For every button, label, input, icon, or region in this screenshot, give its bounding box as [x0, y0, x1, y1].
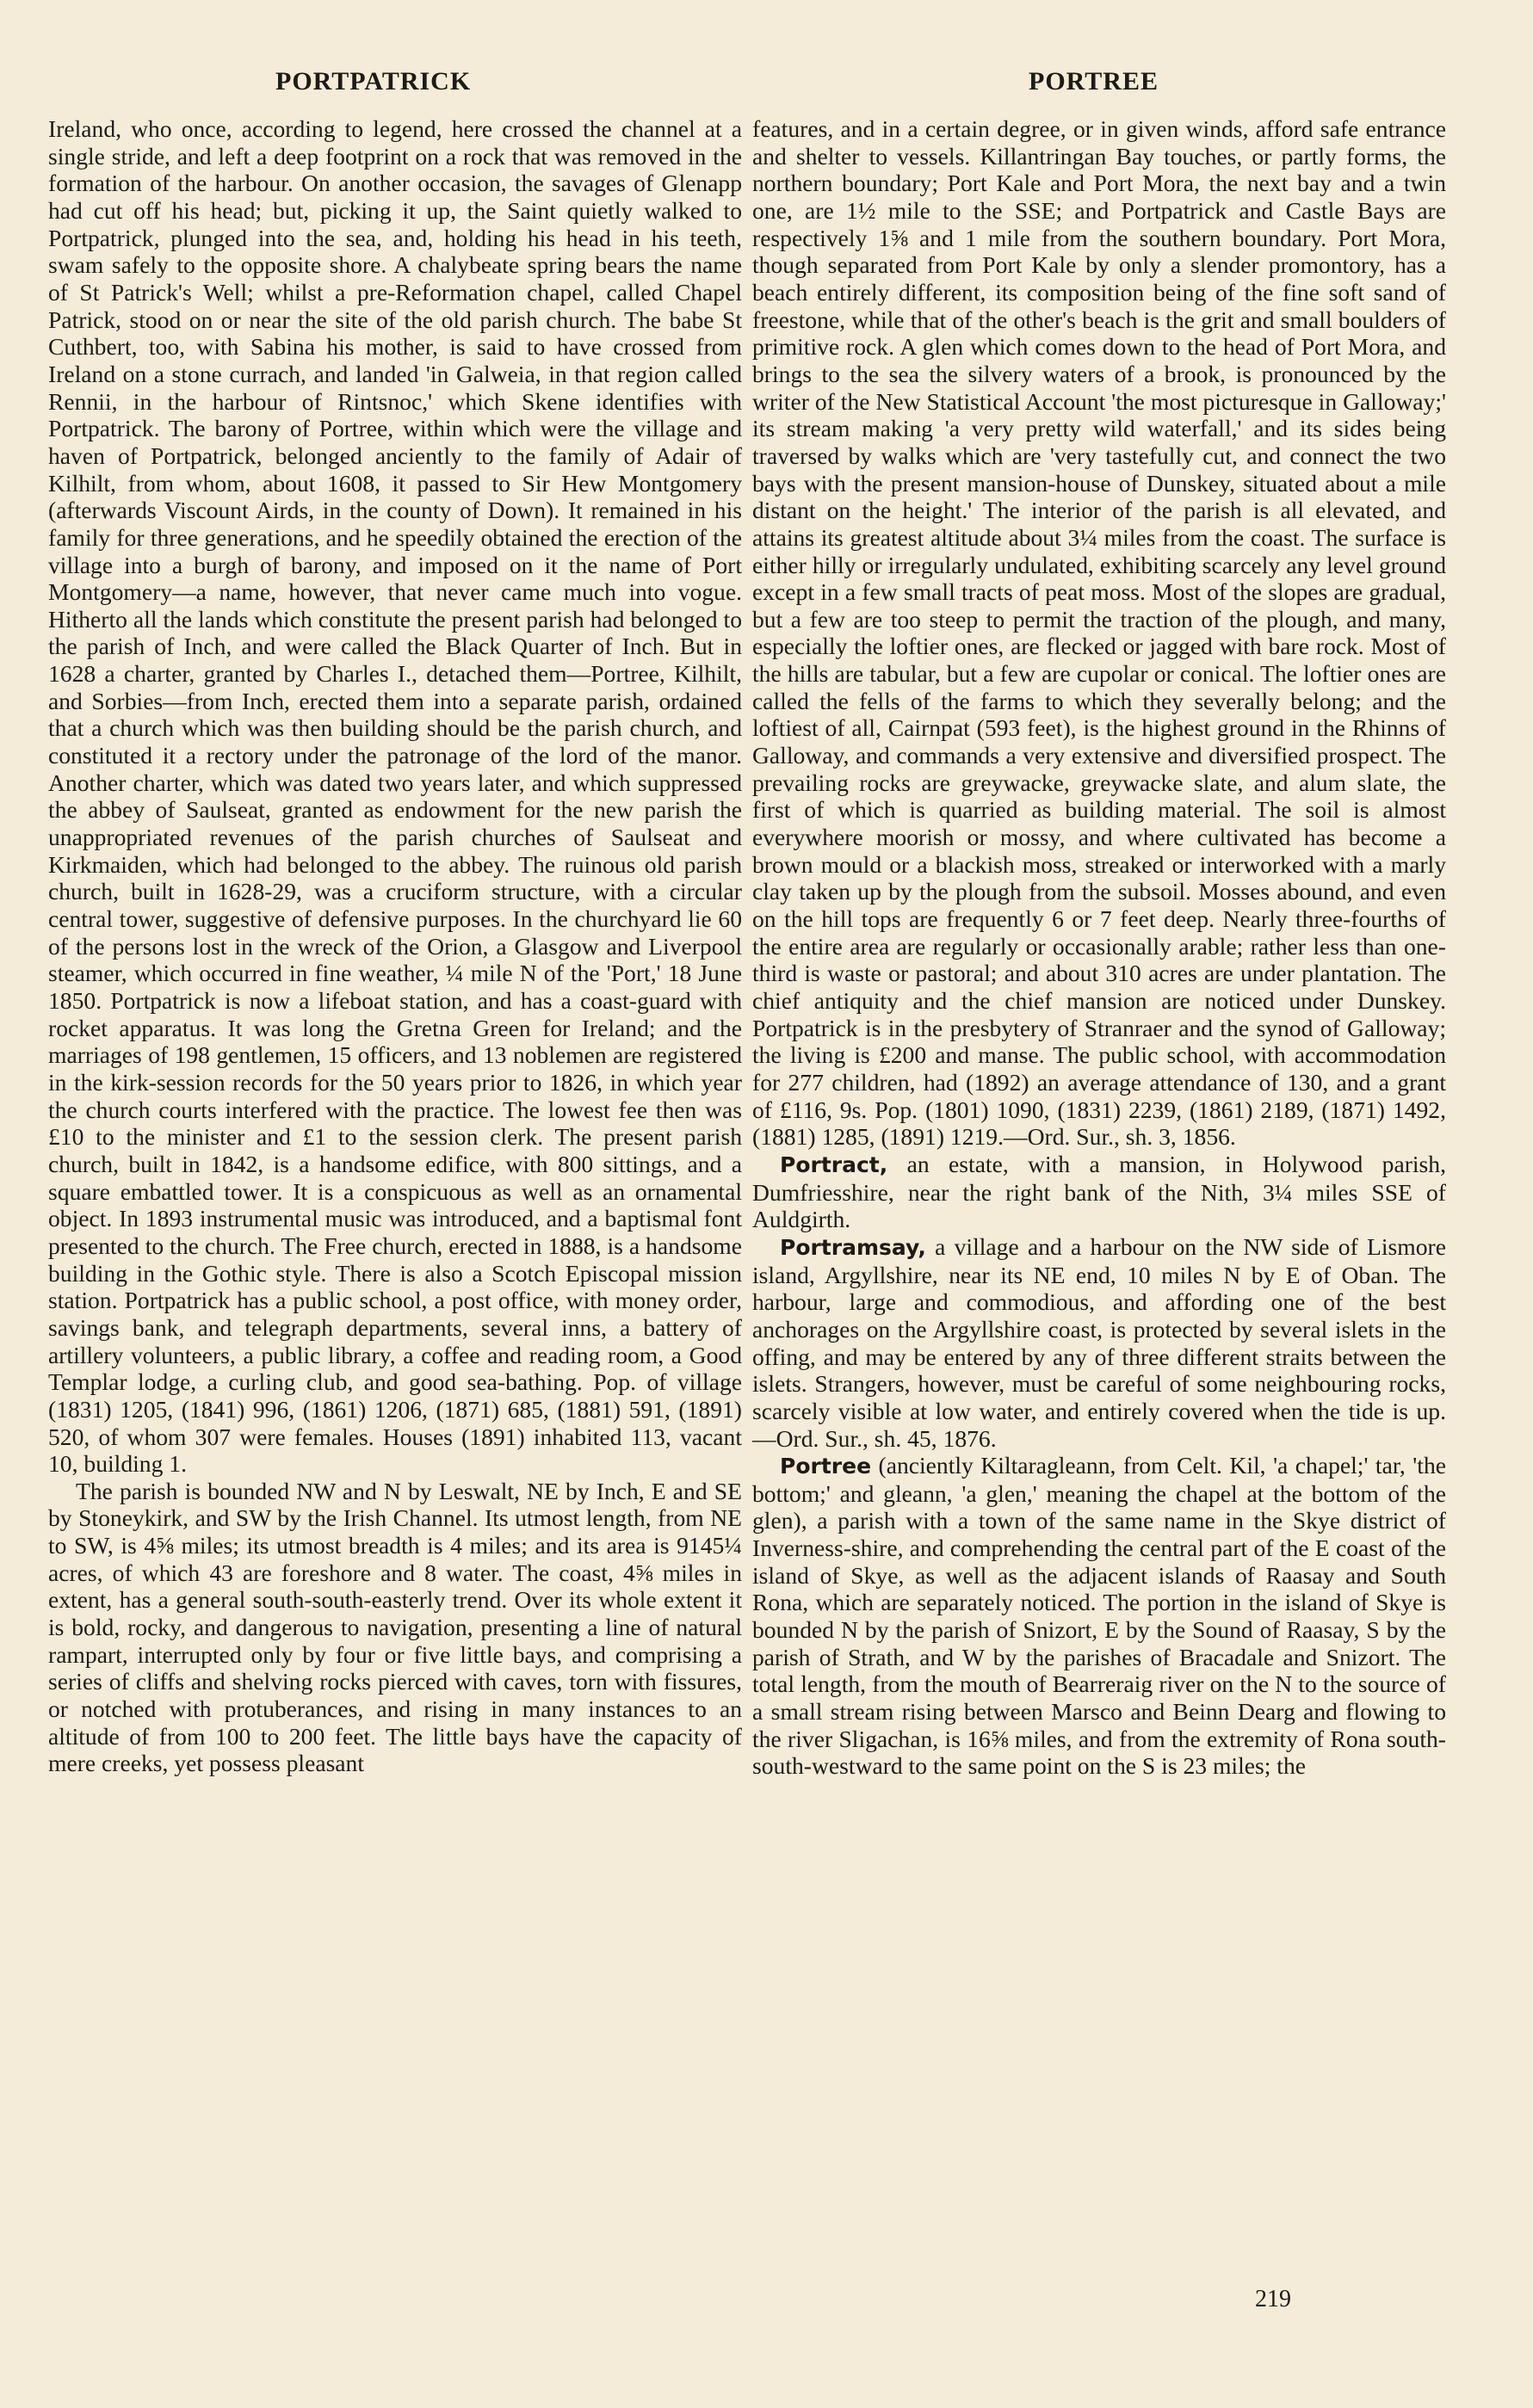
paragraph-parish-bounds: The parish is bounded NW and N by Leswalt, NE by Inch, E and SE by Stoneykirk, and SW by the Irish Channel. Its utmost length, from NE to SW, is 4⅝ miles; its utmost breadth is 4 miles; and its area is 9145¼ acres, of which 43 are foreshore and 8 water. The coast, 4⅝ miles in extent, has a general south-south-easterly trend. Over its whole extent it is bold, rocky, and dangerous to navigation, presenting a line of natural rampart, interrupted only by four or five little bays, and comprising a series of cliffs and shelving rocks pierced with caves, torn with fissures, or notched with protuberances, and rising in many instances to an altitude of from 100 to 200 feet. The little bays have the capacity of mere creeks, yet possess pleasant	[48, 1477, 742, 1777]
entry-body-portree: (anciently Kiltaragleann, from Celt. Kil, 'a chapel;' tar, 'the bottom;' and gleann, 'a glen,' meaning the chapel at the bottom of the glen), a parish with a town of the same name in the Skye district of Inverness-shire, and comprehending the central part of the E coast of the island of Skye, as well as the adjacent islands of Raasay and South Rona, which are separately noticed. The portion in the island of Skye is bounded N by the parish of Snizort, E by the Sound of Raasay, S by the parish of Strath, and W by the parishes of Bracadale and Snizort. The total length, from the mouth of Bearreraig river on the N to the source of a small stream rising between Marsco and Beinn Dearg and flowing to the river Sligachan, is 16⅝ miles, and from the extremity of Rona south-south-westward to the same point on the S is 23 miles; the	[752, 1452, 1446, 1780]
running-header-left: PORTPATRICK	[275, 67, 472, 96]
running-header-right: PORTREE	[1029, 67, 1159, 96]
right-column	[752, 115, 1446, 1780]
page-number: 219	[1255, 2286, 1291, 2312]
left-column	[48, 115, 742, 1777]
entry-heading-portree: Portree	[780, 1454, 872, 1479]
paragraph-coast-features: features, and in a certain degree, or in given winds, afford safe entrance and shelter to vessels. Killantringan Bay touches, or partly forms, the northern boundary; Port Kale and Port Mora, the next bay and a twin one, are 1½ mile to the SSE; and Portpatrick and Castle Bays are respectively 1⅝ and 1 mile from the southern boundary. Port Mora, though separated from Port Kale by only a slender promontory, has a beach entirely different, its composition being of the fine soft sand of freestone, while that of the other's beach is the grit and small boulders of primitive rock. A glen which comes down to the head of Port Mora, and brings to the sea the silvery waters of a brook, is pronounced by the writer of the New Statistical Account 'the most picturesque in Galloway;' its stream making 'a very pretty wild waterfall,' and its sides being traversed by walks which are 'very tastefully cut, and connect the two bays with the present mansion-house of Dunskey, situated about a mile distant on the height.' The interior of the parish is all elevated, and attains its greatest altitude about 3¼ miles from the coast. The surface is either hilly or irregularly undulated, exhibiting scarcely any level ground except in a few small tracts of peat moss. Most of the slopes are gradual, but a few are too steep to permit the traction of the plough, and many, especially the loftier ones, are flecked or jagged with bare rock. Most of the hills are tabular, but a few are cupolar or conical. The loftier ones are called the fells of the farms to which they severally belong; and the loftiest of all, Cairnpat (593 feet), is the highest ground in the Rhinns of Galloway, and commands a very extensive and diversified prospect. The prevailing rocks are greywacke, greywacke slate, and alum slate, the first of which is quarried as building material. The soil is almost everywhere moorish or mossy, and where cultivated has become a brown mould or a blackish moss, streaked or interworked with a marly clay taken up by the plough from the subsoil. Mosses abound, and even on the hill tops are frequently 6 or 7 feet deep. Nearly three-fourths of the entire area are regularly or occasionally arable; rather less than one-third is waste or pastoral; and about 310 acres are under plantation. The chief antiquity and the chief mansion are noticed under Dunskey. Portpatrick is in the presbytery of Stranraer and the synod of Galloway; the living is £200 and manse. The public school, with accommodation for 277 children, had (1892) an average attendance of 130, and a grant of £116, 9s. Pop. (1801) 1090, (1831) 2239, (1861) 2189, (1871) 1492, (1881) 1285, (1891) 1219.—Ord. Sur., sh. 3, 1856.	[752, 115, 1446, 1151]
paragraph-portpatrick-history: Ireland, who once, according to legend, here crossed the channel at a single stride, and left a deep footprint on a rock that was removed in the formation of the harbour. On another occasion, the savages of Glenapp had cut off his head; but, picking it up, the Saint quietly walked to Portpatrick, plunged into the sea, and, holding his head in his teeth, swam safely to the opposite shore. A chalybeate spring bears the name of St Patrick's Well; whilst a pre-Reformation chapel, called Chapel Patrick, stood on or near the site of the old parish church. The babe St Cuthbert, too, with Sabina his mother, is said to have crossed from Ireland on a stone currach, and landed 'in Galweia, in that region called Rennii, in the harbour of Rintsnoc,' which Skene identifies with Portpatrick. The barony of Portree, within which were the village and haven of Portpatrick, belonged anciently to the family of Adair of Kilhilt, from whom, about 1608, it passed to Sir Hew Montgomery (afterwards Viscount Airds, in the county of Down). It remained in his family for three generations, and he speedily obtained the erection of the village into a burgh of barony, and imposed on it the name of Port Montgomery—a name, however, that never came much into vogue. Hitherto all the lands which constitute the present parish had belonged to the parish of Inch, and were called the Black Quarter of Inch. But in 1628 a charter, granted by Charles I., detached them—Portree, Kilhilt, and Sorbies—from Inch, erected them into a separate parish, ordained that a church which was then building should be the parish church, and constituted it a rectory under the patronage of the lord of the manor. Another charter, which was dated two years later, and which suppressed the abbey of Saulseat, granted as endowment for the new parish the unappropriated revenues of the parish churches of Saulseat and Kirkmaiden, which had belonged to the abbey. The ruinous old parish church, built in 1628-29, was a cruciform structure, with a circular central tower, suggestive of defensive purposes. In the churchyard lie 60 of the persons lost in the wreck of the Orion, a Glasgow and Liverpool steamer, which occurred in fine weather, ¼ mile N of the 'Port,' 18 June 1850. Portpatrick is now a lifeboat station, and has a coast-guard with rocket apparatus. It was long the Gretna Green for Ireland; and the marriages of 198 gentlemen, 15 officers, and 13 noblemen are registered in the kirk-session records for the 50 years prior to 1826, in which year the church courts interfered with the practice. The lowest fee then was £10 to the minister and £1 to the session clerk. The present parish church, built in 1842, is a handsome edifice, with 800 sittings, and a square embattled tower. It is a conspicuous as well as an ornamental object. In 1893 instrumental music was introduced, and a baptismal font presented to the church. The Free church, erected in 1888, is a handsome building in the Gothic style. There is also a Scotch Episcopal mission station. Portpatrick has a public school, a post office, with money order, savings bank, and telegraph departments, several inns, a battery of artillery volunteers, a public library, a coffee and reading room, a Good Templar lodge, a curling club, and good sea-bathing. Pop. of village (1831) 1205, (1841) 996, (1861) 1206, (1871) 685, (1881) 591, (1891) 520, of whom 307 were females. Houses (1891) inhabited 113, vacant 10, building 1.	[48, 115, 742, 1478]
entry-portree	[752, 1452, 1446, 1780]
entry-body-portract: an estate, with a mansion, in Holywood parish, Dumfriesshire, near the right bank of the Nith, 3¼ miles SSE of Auldgirth.	[752, 1150, 1446, 1233]
entry-body-portramsay: a village and a harbour on the NW side of Lismore island, Argyllshire, near its NE end, 10 miles N by E of Oban. The harbour, large and commodious, and affording one of the best anchorages on the Argyllshire coast, is protected by several islets in the offing, and may be entered by any of three different straits between the islets. Strangers, however, must be careful of some neighbouring rocks, scarcely visible at low water, and entirely covered when the tide is up. —Ord. Sur., sh. 45, 1876.	[752, 1232, 1446, 1452]
entry-heading-portramsay: Portramsay,	[780, 1234, 926, 1260]
entry-portramsay	[752, 1233, 1446, 1452]
entry-portract	[752, 1151, 1446, 1233]
entry-heading-portract: Portract,	[780, 1152, 888, 1177]
